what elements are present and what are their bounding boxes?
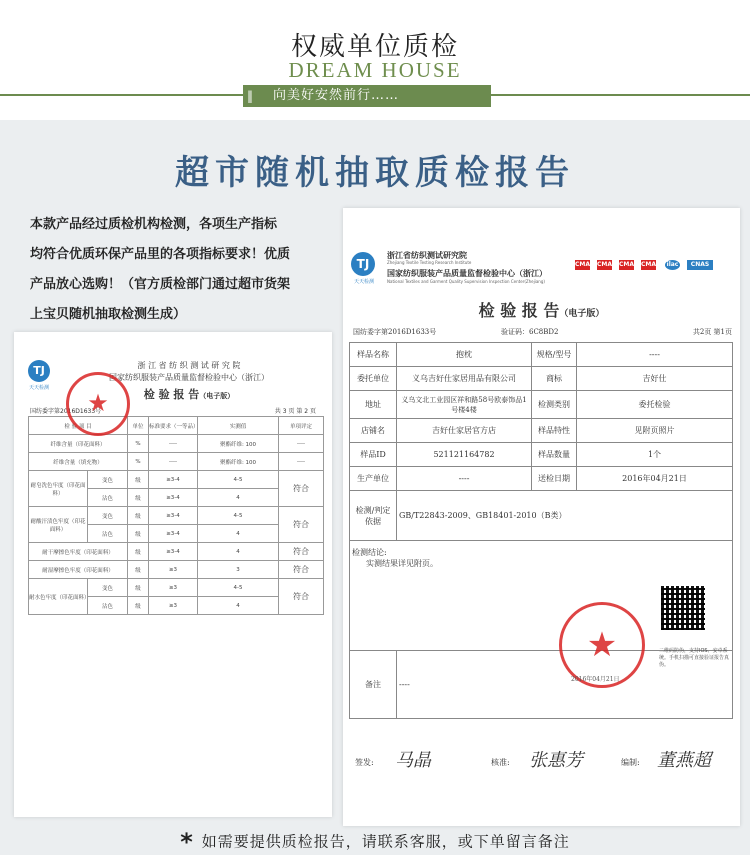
cma-cert-icon: CMA xyxy=(575,261,591,268)
institute-name-en: Zhejiang Textile Testing Research Institute xyxy=(387,260,472,265)
table-row: 沾色 级 ≥3-4 4 xyxy=(29,525,324,543)
table-row: 耐皂洗色牢度（印花面料） 变色 级 ≥3-4 4-5 符合 xyxy=(29,471,324,489)
official-seal-icon: ★ xyxy=(559,602,645,688)
table-row: 沾色 级 ≥3 4 xyxy=(29,597,324,615)
table-row: 样品ID 521121164782 样品数量 1个 xyxy=(350,443,733,467)
contact-note xyxy=(0,828,750,856)
table-row: 地址 义乌文北工业园区祥和路58号欧泰饰品1号楼4楼 检测类别 委托检验 xyxy=(350,391,733,419)
qr-note: 二维码防伪，支持IOS、安卓系统。手机扫描可直接验证报告真伪。 xyxy=(659,648,730,668)
description xyxy=(30,210,320,330)
table-row: 备注 ---- xyxy=(350,651,733,719)
official-seal-icon: ★ xyxy=(66,372,130,436)
table-row: 委托单位 义乌吉好仕家居用品有限公司 商标 吉好仕 xyxy=(350,367,733,391)
sign-approver-signature: 张惠芳 xyxy=(529,750,583,771)
table-header-row: 检 验 项 目 单位 标准要求（一等品） 实测值 单项评定 xyxy=(29,417,324,435)
table-row: 店铺名 吉好仕家居官方店 样品特性 见附页照片 xyxy=(350,419,733,443)
table-row: 耐湿摩擦色牢度（印花面料） 级 ≥3 3 符合 xyxy=(29,561,324,579)
sign-editor-label: 编制: xyxy=(621,758,640,767)
table-row: 生产单位 ---- 送检日期 2016年04月21日 xyxy=(350,467,733,491)
report-title: 检 验 报 告（电子版） xyxy=(143,388,235,401)
description-line: 均符合优质环保产品里的各项指标要求！优质 xyxy=(30,247,291,262)
center-name: 国家纺织服装产品质量监督检验中心（浙江） xyxy=(109,373,269,382)
tagline-mark-icon: ‖ xyxy=(247,89,253,103)
center-name-en: National Textiles and Garment Quality Supervision Inspection Center(Zhejiang) xyxy=(387,279,545,284)
table-row: 耐干摩擦色牢度（印花面料） 级 ≥3-4 4 符合 xyxy=(29,543,324,561)
description-line: 上宝贝随机抽取检测生成） xyxy=(30,307,187,322)
page-count: 共 3 页 第 2 页 xyxy=(274,408,316,415)
lab-logo-label: 天天检测 xyxy=(353,279,374,285)
ilac-cert-icon: ilac xyxy=(666,261,679,268)
tagline: 向美好安然前行…… xyxy=(273,88,400,103)
table-row: 纤维含量（印花面料） % ---- 聚酯纤维: 100 ---- xyxy=(29,435,324,453)
report-page-1 xyxy=(343,208,740,826)
page-headline: 超市随机抽取质检报告 xyxy=(175,153,575,193)
table-row: 耐水色牢度（印花面料） 变色 级 ≥3 4-5 符合 xyxy=(29,579,324,597)
description-line: 产品放心选购！（官方质检部门通过超市货架 xyxy=(30,277,291,292)
sign-issuer-signature: 马晶 xyxy=(395,750,431,771)
header-title: 权威单位质检 xyxy=(290,32,459,62)
description-line: 本款产品经过质检机构检测，各项生产指标 xyxy=(30,217,278,232)
lab-logo-label: 天天检测 xyxy=(28,385,49,391)
sign-issuer-label: 签发: xyxy=(355,758,374,767)
lab-logo-icon: TJ xyxy=(28,360,50,382)
institute-name: 浙江省纺织测试研究院 xyxy=(387,251,467,260)
report-ref: 国纺委字第2016D1633号 xyxy=(353,328,437,336)
tagline-band xyxy=(243,85,491,107)
table-row: 耐酸汗渍色牢度（印花面料） 变色 级 ≥3-4 4-5 符合 xyxy=(29,507,324,525)
brand-name: DREAM HOUSE xyxy=(288,58,462,82)
verify-code: 验证码：6C8BD2 xyxy=(501,328,559,336)
contact-note-text: 如需要提供质检报告，请联系客服，或下单留言备注 xyxy=(201,832,570,851)
table-row: 纤维含量（填充物） % ---- 聚酯纤维: 100 ---- xyxy=(29,453,324,471)
cma-cert-icon: CMA xyxy=(619,261,635,268)
cma-cert-icon: CMA xyxy=(597,261,613,268)
report-title: 检 验 报 告（电子版） xyxy=(478,301,605,320)
result-table xyxy=(28,416,324,615)
cma-cert-icon: CMA xyxy=(641,261,657,268)
page-count: 共2页 第1页 xyxy=(692,328,732,336)
sign-approver-label: 核准: xyxy=(491,758,510,767)
issue-date: 2016年04月21日 xyxy=(571,676,620,683)
center-name: 国家纺织服装产品质量监督检验中心（浙江） xyxy=(387,269,547,278)
brand-header xyxy=(0,0,750,120)
sign-editor-signature: 董燕超 xyxy=(657,750,711,771)
lab-logo-icon: TJ xyxy=(351,252,375,276)
conclusion-cell: 检测结论: 实测结果详见附页。 xyxy=(350,541,733,651)
asterisk-icon: * xyxy=(180,828,194,856)
table-row: 样品名称 抱枕 规格/型号 ---- xyxy=(350,343,733,367)
report-page-2 xyxy=(14,332,332,817)
verification-qr-code[interactable] xyxy=(661,586,705,630)
table-row: 沾色 级 ≥3-4 4 xyxy=(29,489,324,507)
institute-name: 浙 江 省 纺 织 测 试 研 究 院 xyxy=(137,361,241,370)
report-ref: 国纺委字第2016D1633号 xyxy=(30,408,102,415)
table-row: 检测/判定依据 GB/T22843-2009、GB18401-2010（B类） xyxy=(350,491,733,541)
cnas-cert-icon: CNAS xyxy=(687,260,713,270)
